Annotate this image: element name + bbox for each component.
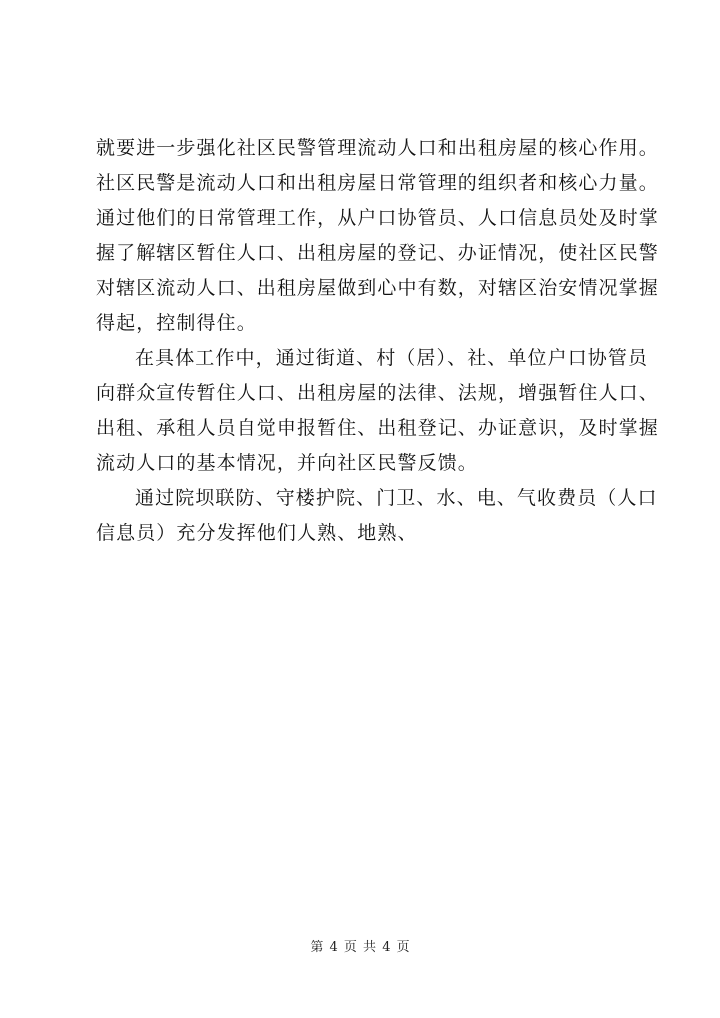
paragraph-first-line: 在具体工作中，通过街道、村（居）、社、单位户口协管员 [135,347,649,369]
text-line: 通过他们的日常管理工作，从户口协管员、人口信息员处及时掌 [96,207,659,229]
text-line: 向群众宣传暂住人口、出租房屋的法律、法规，增强暂住人口、 [96,382,659,404]
text-line: 对辖区流动人口、出租房屋做到心中有数，对辖区治安情况掌握 [96,277,659,299]
document-body [96,131,659,551]
text-line: 社区民警是流动人口和出租房屋日常管理的组织者和核心力量。 [96,172,659,194]
paragraph-first-line: 通过院坝联防、守楼护院、门卫、水、电、气收费员（人口 [135,487,658,509]
text-line: 流动人口的基本情况，并向社区民警反馈。 [96,452,478,474]
text-line: 出租、承租人员自觉申报暂住、出租登记、办证意识，及时掌握 [96,417,659,439]
page-footer: 第 4 页 共 4 页 [310,940,410,955]
text-line: 得起，控制得住。 [96,312,257,334]
text-line: 握了解辖区暂住人口、出租房屋的登记、办证情况，使社区民警 [96,242,659,264]
text-line: 就要进一步强化社区民警管理流动人口和出租房屋的核心作用。 [96,137,659,159]
text-line: 信息员）充分发挥他们人熟、地熟、 [96,522,418,544]
